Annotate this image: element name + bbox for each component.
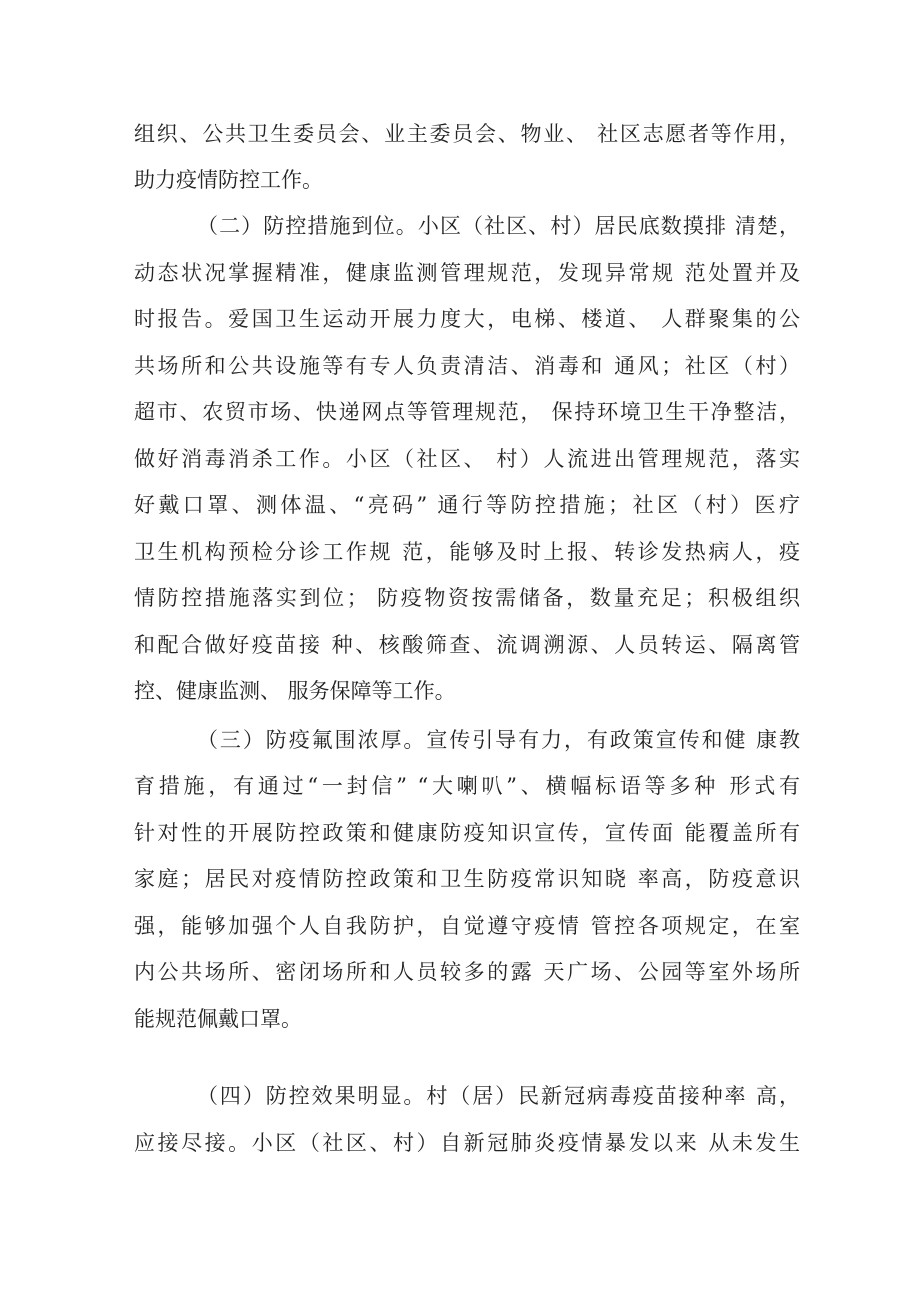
paragraph-line: 育措施，有通过“一封信” “大喇叭”、横幅标语等多种 形式有 (134, 774, 800, 798)
paragraph-line: 组织、公共卫生委员会、业主委员会、物业、 社区志愿者等作用， (134, 122, 800, 146)
paragraph-line: 情防控措施落实到位； 防疫物资按需储备，数量充足；积极组织 (134, 586, 800, 610)
paragraph-line: 家庭；居民对疫情防控政策和卫生防疫常识知晓 率高，防疫意识 (134, 867, 800, 891)
paragraph-line: 强，能够加强个人自我防护，自觉遵守疫情 管控各项规定，在室 (134, 914, 800, 938)
paragraph-heading-line: （三）防疫氟围浓厚。宣传引导有力，有政策宣传和健 康教 (197, 728, 800, 752)
paragraph-line: 助力疫情防控工作。 (134, 168, 323, 192)
paragraph-line: 时报告。爱国卫生运动开展力度大，电梯、楼道、 人群聚集的公 (134, 307, 800, 331)
paragraph-line: 控、健康监测、 服务保障等工作。 (134, 679, 456, 703)
paragraph-line: 共场所和公共设施等有专人负责清洁、消毒和 通风；社区（村） (134, 354, 800, 378)
paragraph-line: 针对性的开展防控政策和健康防疫知识宣传，宣传面 能覆盖所有 (134, 821, 800, 845)
paragraph-line: 能规范佩戴口罩。 (134, 1007, 302, 1031)
paragraph-line: 好戴口罩、测体温、“亮码” 通行等防控措施；社区（村）医疗 (134, 493, 800, 517)
paragraph-line: 超市、农贸市场、快递网点等管理规范， 保持环境卫生干净整洁， (134, 400, 800, 424)
paragraph-line: 内公共场所、密闭场所和人员较多的露 天广场、公园等室外场所 (134, 960, 800, 984)
paragraph-line: 动态状况掌握精准，健康监测管理规范，发现异常规 范处置并及 (134, 261, 800, 285)
paragraph-line: 卫生机构预检分诊工作规 范，能够及时上报、转诊发热病人，疫 (134, 540, 800, 564)
paragraph-heading-line: （四）防控效果明显。村（居）民新冠病毒疫苗接种率 高， (197, 1084, 800, 1108)
paragraph-line: 和配合做好疫苗接 种、核酸筛查、流调溯源、人员转运、隔离管 (134, 633, 800, 657)
paragraph-heading-line: （二）防控措施到位。小区（社区、村）居民底数摸排 清楚， (197, 214, 800, 238)
paragraph-line: 做好消毒消杀工作。小区（社区、 村）人流进出管理规范，落实 (134, 447, 800, 471)
paragraph-line: 应接尽接。小区（社区、村）自新冠肺炎疫情暴发以来 从未发生 (134, 1131, 800, 1155)
